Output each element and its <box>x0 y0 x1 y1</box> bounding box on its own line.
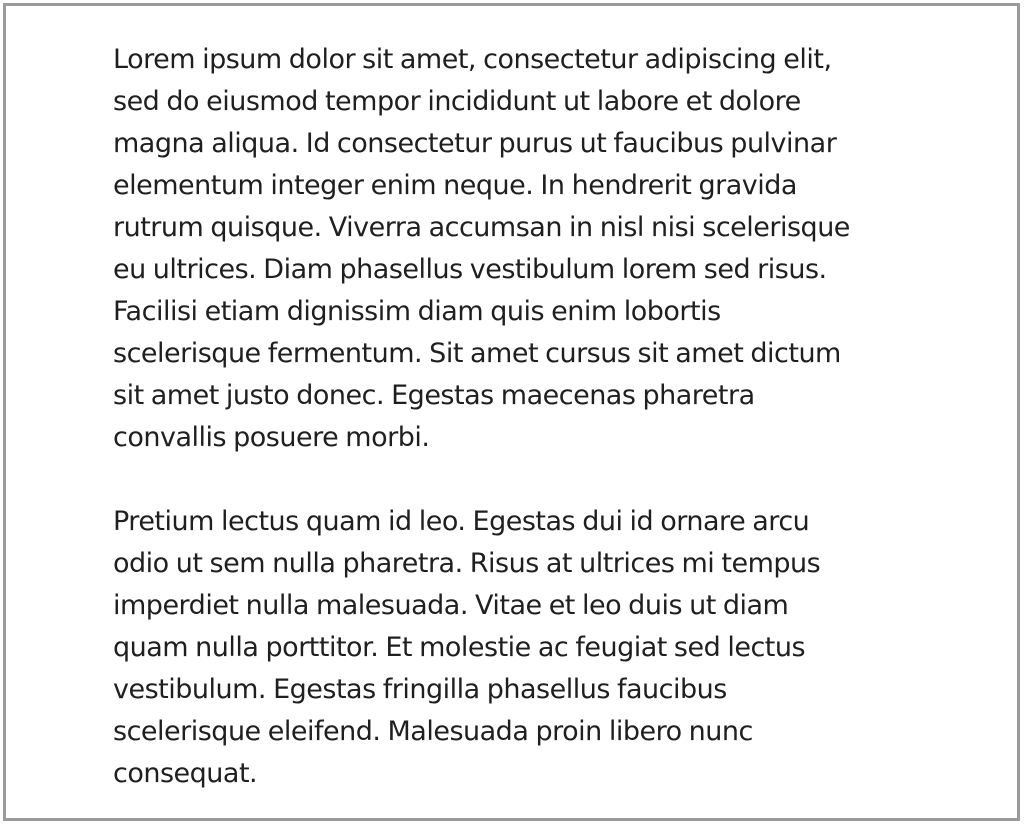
paragraph-1 <box>113 39 958 459</box>
document-frame <box>3 3 1020 821</box>
text-line: elementum integer enim neque. In hendrerit gravida <box>113 170 797 201</box>
text-line: vestibulum. Egestas fringilla phasellus faucibus <box>113 674 727 705</box>
text-line: Facilisi etiam dignissim diam quis enim lobortis <box>113 296 721 327</box>
text-line: imperdiet nulla malesuada. Vitae et leo duis ut diam <box>113 590 789 621</box>
text-line: Lorem ipsum dolor sit amet, consectetur adipiscing elit, <box>113 44 832 75</box>
text-line: scelerisque fermentum. Sit amet cursus sit amet dictum <box>113 338 841 369</box>
text-line: consequat. <box>113 758 258 789</box>
text-line: scelerisque eleifend. Malesuada proin libero nunc <box>113 716 753 747</box>
paragraph-spacer <box>113 459 958 501</box>
text-line: rutrum quisque. Viverra accumsan in nisl nisi scelerisque <box>113 212 850 243</box>
document-body <box>113 39 958 795</box>
text-line: odio ut sem nulla pharetra. Risus at ultrices mi tempus <box>113 548 821 579</box>
text-line: magna aliqua. Id consectetur purus ut faucibus pulvinar <box>113 128 837 159</box>
text-line: sit amet justo donec. Egestas maecenas pharetra <box>113 380 755 411</box>
text-line: quam nulla porttitor. Et molestie ac feugiat sed lectus <box>113 632 806 663</box>
text-line: Pretium lectus quam id leo. Egestas dui id ornare arcu <box>113 506 810 537</box>
text-line: eu ultrices. Diam phasellus vestibulum lorem sed risus. <box>113 254 827 285</box>
paragraph-2 <box>113 501 958 795</box>
text-line: convallis posuere morbi. <box>113 422 430 453</box>
text-line: sed do eiusmod tempor incididunt ut labore et dolore <box>113 86 801 117</box>
